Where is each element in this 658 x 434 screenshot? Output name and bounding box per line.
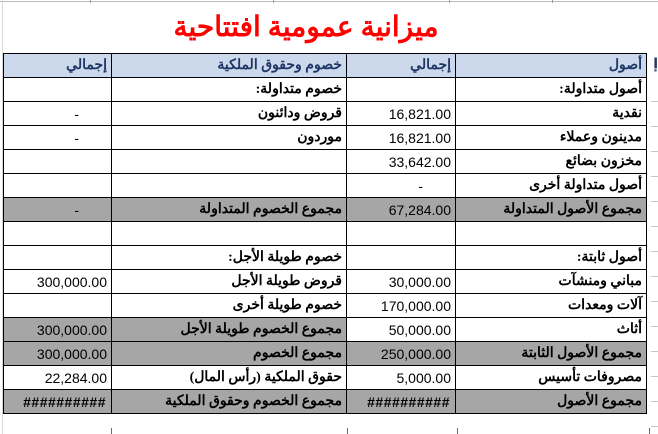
cell-asset-value[interactable]: - [347,174,456,198]
cell-asset-value[interactable]: 250,000.00 [347,342,456,366]
cell-liability-label[interactable]: قروض طويلة الأجل [112,270,347,294]
cell-asset-label[interactable]: مصروفات تأسيس [456,366,647,390]
cell-asset-label[interactable]: أصول ثابتة: [456,246,647,270]
cell-asset-value[interactable]: 50,000.00 [347,318,456,342]
cell-liability-label[interactable]: مجموع الخصوم المتداولة [112,198,347,222]
cell-asset-label[interactable]: آلات ومعدات [456,294,647,318]
cell-asset-value[interactable]: 30,000.00 [347,270,456,294]
cell-liability-label[interactable] [112,150,347,174]
table-row [4,366,647,390]
header-cell-liabilities-total[interactable]: إجمالي [4,54,112,78]
header-cell-assets-total[interactable]: إجمالي [347,54,456,78]
table-row [4,102,647,126]
table-row [4,294,647,318]
cell-liability-value[interactable] [4,174,112,198]
cell-asset-value[interactable]: 16,821.00 [347,126,456,150]
cell-asset-label[interactable]: أثاث [456,318,647,342]
total-row-fixed [4,342,647,366]
cell-liability-label[interactable]: خصوم طويلة أخرى [112,294,347,318]
header-cell-liabilities[interactable]: خصوم وحقوق الملكية [112,54,347,78]
cell-liability-value[interactable] [4,294,112,318]
sheet-gridline-tick [449,0,450,3]
cell-liability-label[interactable]: حقوق الملكية (رأس المال) [112,366,347,390]
cell-liability-value[interactable]: ########## [4,390,112,414]
sheet-gridline-tick [90,0,91,3]
cell-asset-value[interactable]: 67,284.00 [347,198,456,222]
cell-liability-value[interactable]: 300,000.00 [4,342,112,366]
table-row [4,318,647,342]
cell-liability-label[interactable]: خصوم طويلة الأجل: [112,246,347,270]
column-border-stub [649,428,650,434]
cell-asset-value[interactable]: 16,821.00 [347,102,456,126]
column-border-stub [347,428,348,434]
cell-liability-label[interactable] [112,174,347,198]
header-row [4,54,647,78]
column-border-stub [111,428,112,434]
cell-asset-value[interactable]: ########## [347,390,456,414]
total-row-current [4,198,647,222]
cell-asset-value[interactable] [347,222,456,246]
table-row [4,174,647,198]
column-border-stub [457,428,458,434]
cell-asset-value[interactable] [347,246,456,270]
cell-asset-label[interactable]: مدينون وعملاء [456,126,647,150]
table-row [4,246,647,270]
sheet-title: ميزانية عمومية افتتاحية [173,12,439,43]
cell-asset-label[interactable]: مجموع الأصول الثابتة [456,342,647,366]
cell-asset-label[interactable]: مباني ومنشآت [456,270,647,294]
cell-liability-value[interactable] [4,78,112,102]
cell-asset-value[interactable]: 5,000.00 [347,366,456,390]
cell-liability-label[interactable] [112,222,347,246]
cell-asset-label[interactable]: أصول متداولة أخرى [456,174,647,198]
header-cell-assets[interactable]: أصول [456,54,647,78]
sheet-gridline-tick [273,0,274,3]
table-row [4,78,647,102]
cell-liability-value[interactable]: 22,284.00 [4,366,112,390]
cell-liability-value[interactable] [4,222,112,246]
cutoff-column-text: إ [653,55,658,71]
cell-asset-label[interactable]: مخزون بضائع [456,150,647,174]
cell-asset-label[interactable]: نقدية [456,102,647,126]
cell-liability-value[interactable] [4,246,112,270]
cell-liability-value[interactable]: - [4,102,112,126]
sheet-gridline-top [0,1,658,2]
cell-liability-value[interactable]: 300,000.00 [4,270,112,294]
cell-asset-value[interactable]: 170,000.00 [347,294,456,318]
cell-asset-label[interactable]: مجموع الأصول [456,390,647,414]
table-row [4,126,647,150]
cell-liability-value[interactable]: - [4,198,112,222]
cell-liability-label[interactable]: موردون [112,126,347,150]
balance-sheet-table [3,53,647,414]
table-row [4,222,647,246]
cell-liability-label[interactable]: خصوم متداولة: [112,78,347,102]
cell-asset-label[interactable] [456,222,647,246]
cell-asset-value[interactable] [347,78,456,102]
cell-liability-label[interactable]: مجموع الخصوم طويلة الأجل [112,318,347,342]
cell-liability-value[interactable]: - [4,126,112,150]
cell-asset-label[interactable]: أصول متداولة: [456,78,647,102]
table-row [4,150,647,174]
cell-asset-label[interactable]: مجموع الأصول المتداولة [456,198,647,222]
cell-liability-label[interactable]: مجموع الخصوم [112,342,347,366]
cell-liability-value[interactable]: 300,000.00 [4,318,112,342]
grand-total-row [4,390,647,414]
cell-liability-value[interactable] [4,150,112,174]
cell-liability-label[interactable]: مجموع الخصوم وحقوق الملكية [112,390,347,414]
cell-liability-label[interactable]: قروض ودائنون [112,102,347,126]
table-row [4,270,647,294]
cell-asset-value[interactable]: 33,642.00 [347,150,456,174]
cutoff-column-gridlines [651,77,658,428]
sheet-gridline-tick [552,0,553,3]
